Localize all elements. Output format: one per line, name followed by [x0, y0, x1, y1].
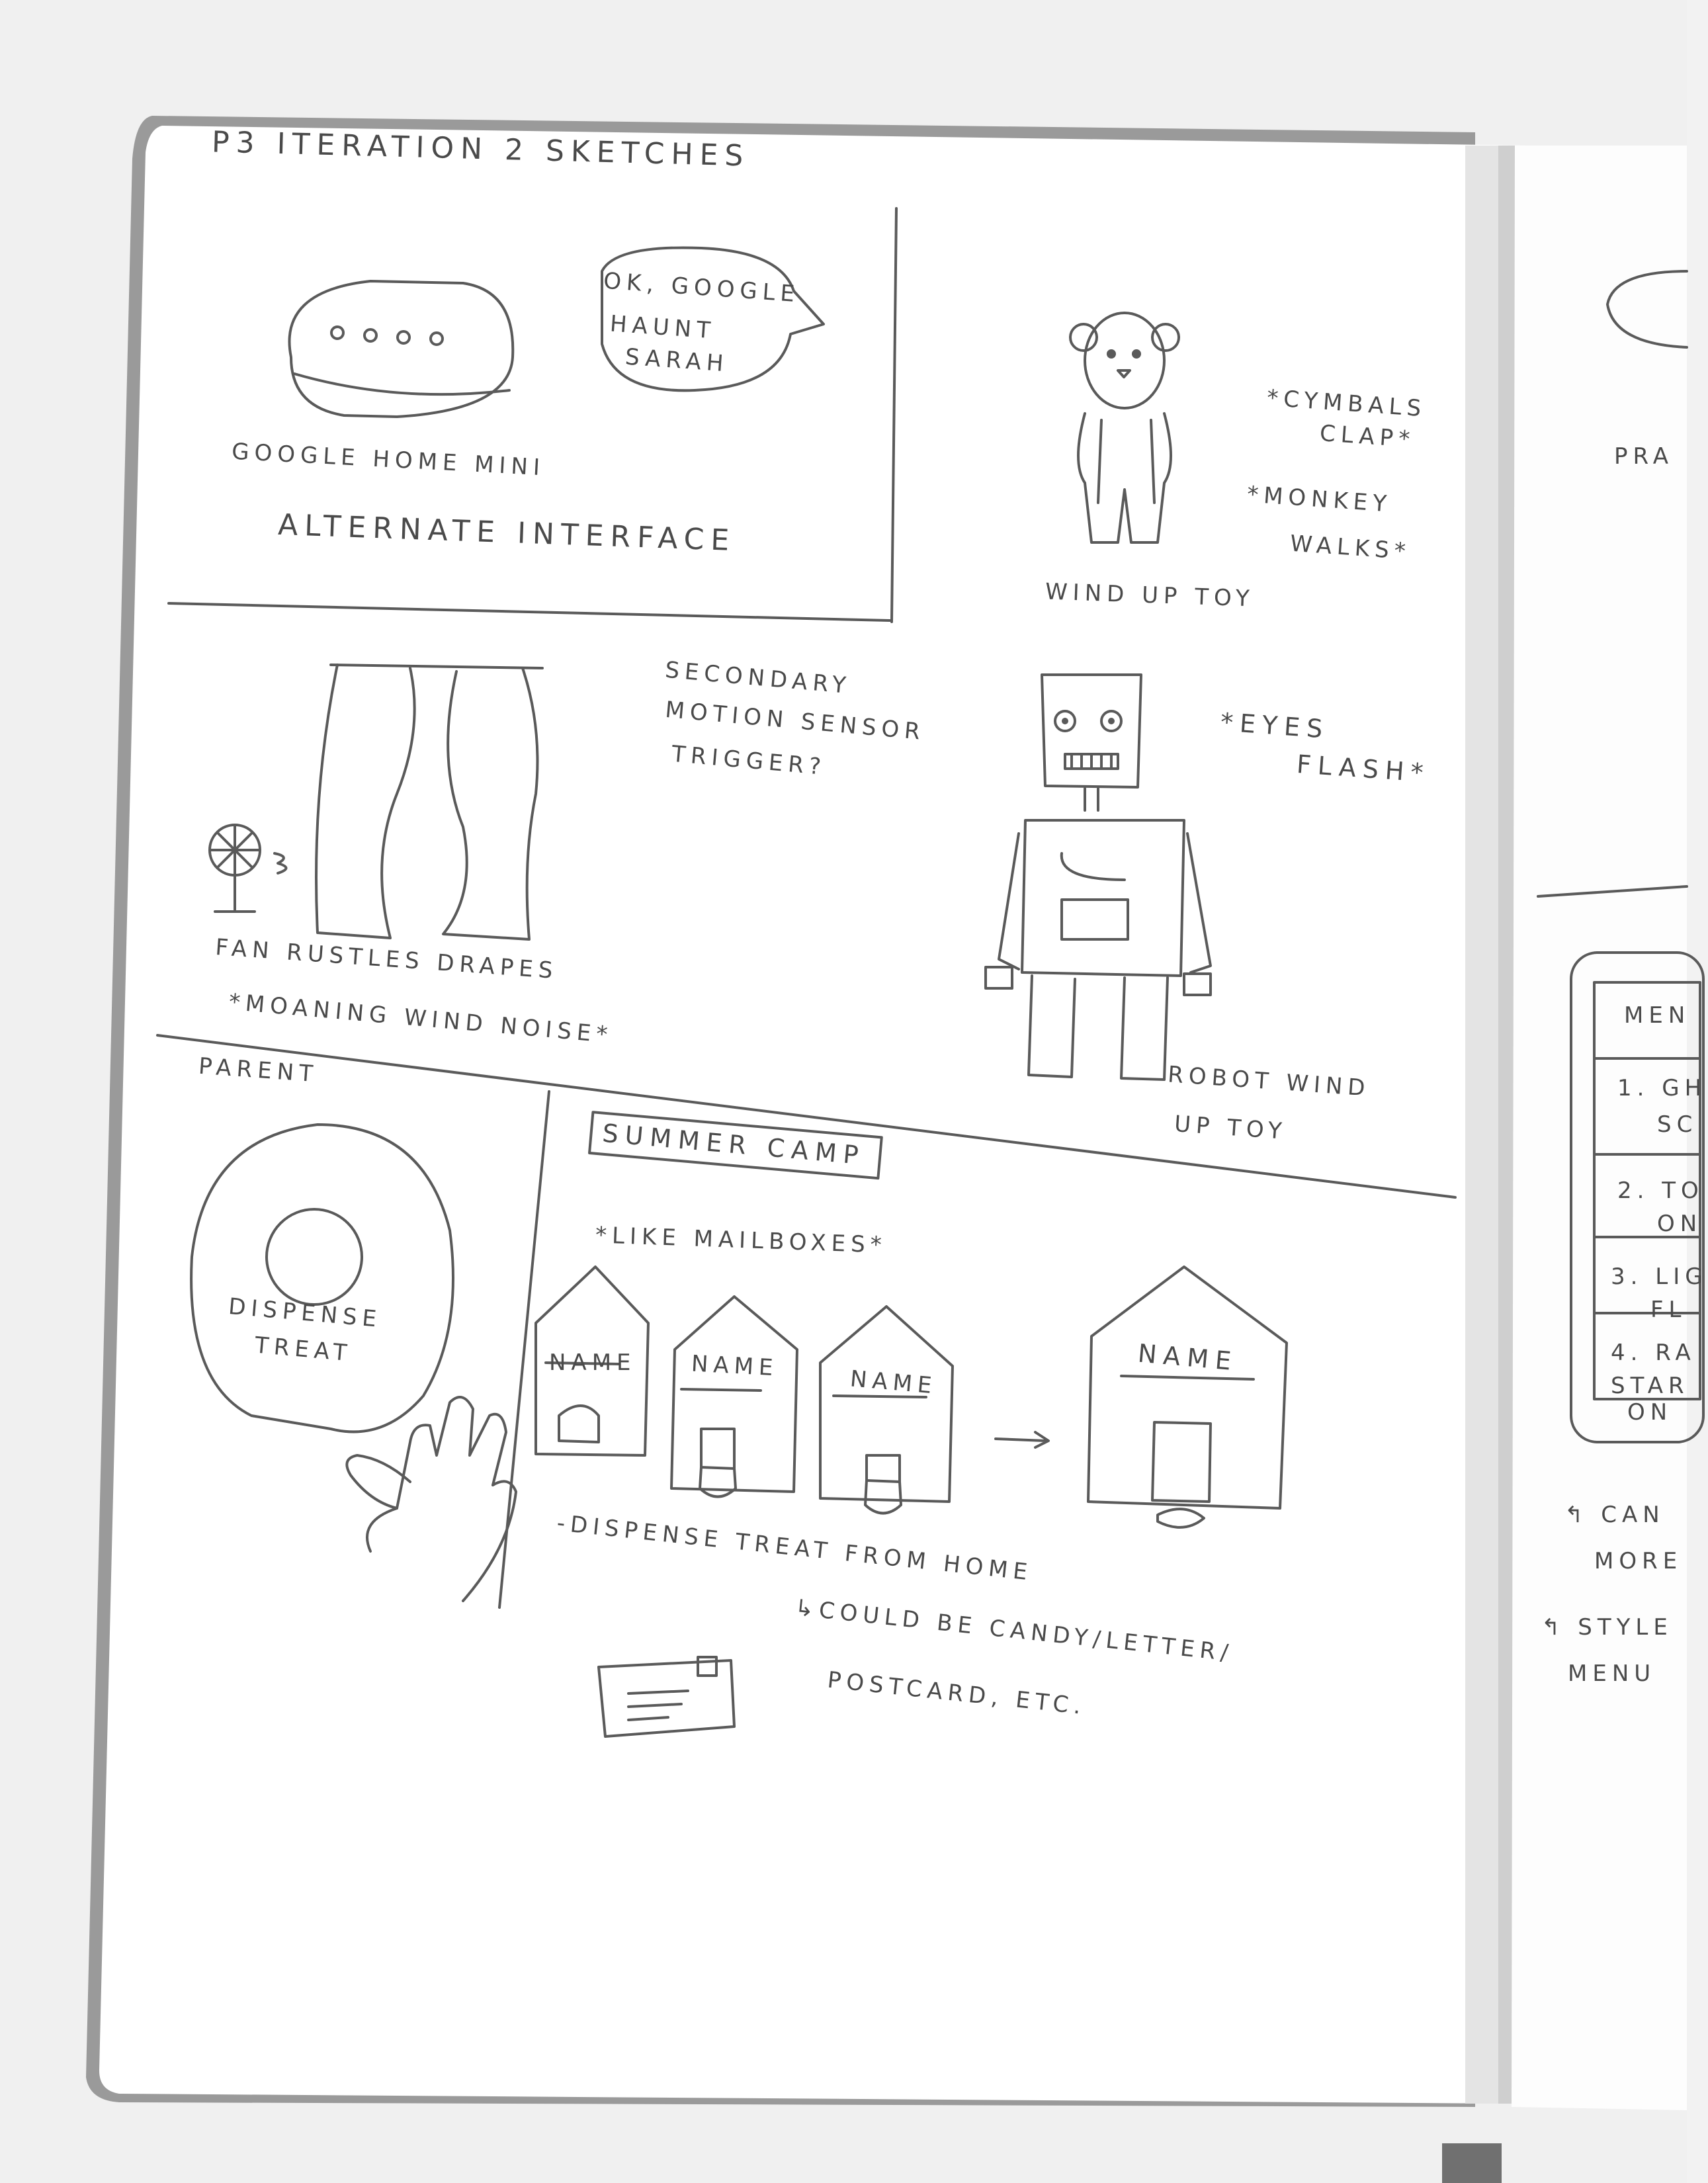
dispense-from-home-label: -DISPENSE TREAT FROM HOME: [555, 1510, 1034, 1586]
monkey-walks-line-1: *MONKEY: [1246, 481, 1393, 518]
speech-bubble-line-2: HAUNT: [609, 310, 717, 345]
right-page-style-menu-2: MENU: [1568, 1660, 1656, 1687]
right-page-can-more-2: MORE: [1594, 1548, 1683, 1574]
speech-bubble-line-3: SARAH: [624, 343, 730, 378]
right-page-can-more-1: ↰ CAN: [1564, 1502, 1665, 1528]
speech-bubble-line-1: OK, GOOGLE: [602, 267, 801, 308]
google-home-mini-label: GOOGLE HOME MINI: [231, 438, 546, 482]
right-page-menu-item-3b: FL: [1650, 1297, 1687, 1323]
page-title: P3 ITERATION 2 SKETCHES: [211, 125, 750, 173]
eyes-flash-line-1: *EYES: [1219, 707, 1330, 744]
house-name-3: NAME: [849, 1365, 939, 1400]
moaning-wind-label: *MOANING WIND NOISE*: [228, 988, 614, 1049]
right-page-menu-item-2b: ON: [1657, 1211, 1703, 1237]
house-name-4: NAME: [1136, 1338, 1239, 1377]
dispense-treat-line-1: DISPENSE: [227, 1293, 383, 1334]
alternate-interface-label: ALTERNATE INTERFACE: [277, 507, 737, 558]
eyes-flash-line-2: FLASH*: [1295, 749, 1431, 788]
could-be-candy-label: ↳COULD BE CANDY/LETTER/: [793, 1594, 1235, 1667]
house-name-1: NAME: [549, 1349, 636, 1376]
right-page-menu-item-4b: STAR: [1611, 1373, 1689, 1399]
right-page-menu-item-4: 4. RA: [1611, 1340, 1696, 1366]
parent-label: PARENT: [197, 1052, 320, 1088]
cymbals-clap-line-1: *CYMBALS: [1265, 384, 1428, 423]
fan-rustles-drapes-label: FAN RUSTLES DRAPES: [214, 933, 559, 985]
like-mailboxes-label: *LIKE MAILBOXES*: [595, 1222, 888, 1259]
cymbals-clap-line-2: CLAP*: [1318, 420, 1416, 453]
summer-camp-label: SUMMER CAMP: [601, 1118, 867, 1171]
monkey-walks-line-2: WALKS*: [1289, 530, 1412, 566]
postcard-etc-label: POSTCARD, ETC.: [826, 1666, 1088, 1721]
house-name-2: NAME: [691, 1350, 779, 1382]
dispense-treat-line-2: TREAT: [253, 1332, 353, 1367]
right-page-menu-item-2: 2. TO: [1617, 1177, 1704, 1204]
secondary-motion-line-3: TRIGGER?: [670, 740, 828, 781]
right-page-menu-item-1b: SC: [1657, 1111, 1698, 1138]
right-page-menu-item-1: 1. GH: [1617, 1075, 1707, 1101]
right-page-style-menu-1: ↰ STYLE: [1541, 1614, 1673, 1641]
secondary-motion-line-1: SECONDARY: [663, 656, 853, 700]
right-page-menu-item-3: 3. LIG: [1611, 1263, 1708, 1290]
secondary-motion-line-2: MOTION SENSOR: [664, 696, 927, 746]
right-page-menu-item-4c: ON: [1627, 1399, 1673, 1426]
right-page-menu-title: MEN: [1624, 1002, 1691, 1029]
robot-wind-up-line-2: UP TOY: [1173, 1111, 1288, 1145]
right-page-pra: PRA: [1614, 443, 1674, 470]
robot-wind-up-line-1: ROBOT WIND: [1166, 1061, 1371, 1102]
wind-up-toy-label: WIND UP TOY: [1045, 578, 1256, 613]
